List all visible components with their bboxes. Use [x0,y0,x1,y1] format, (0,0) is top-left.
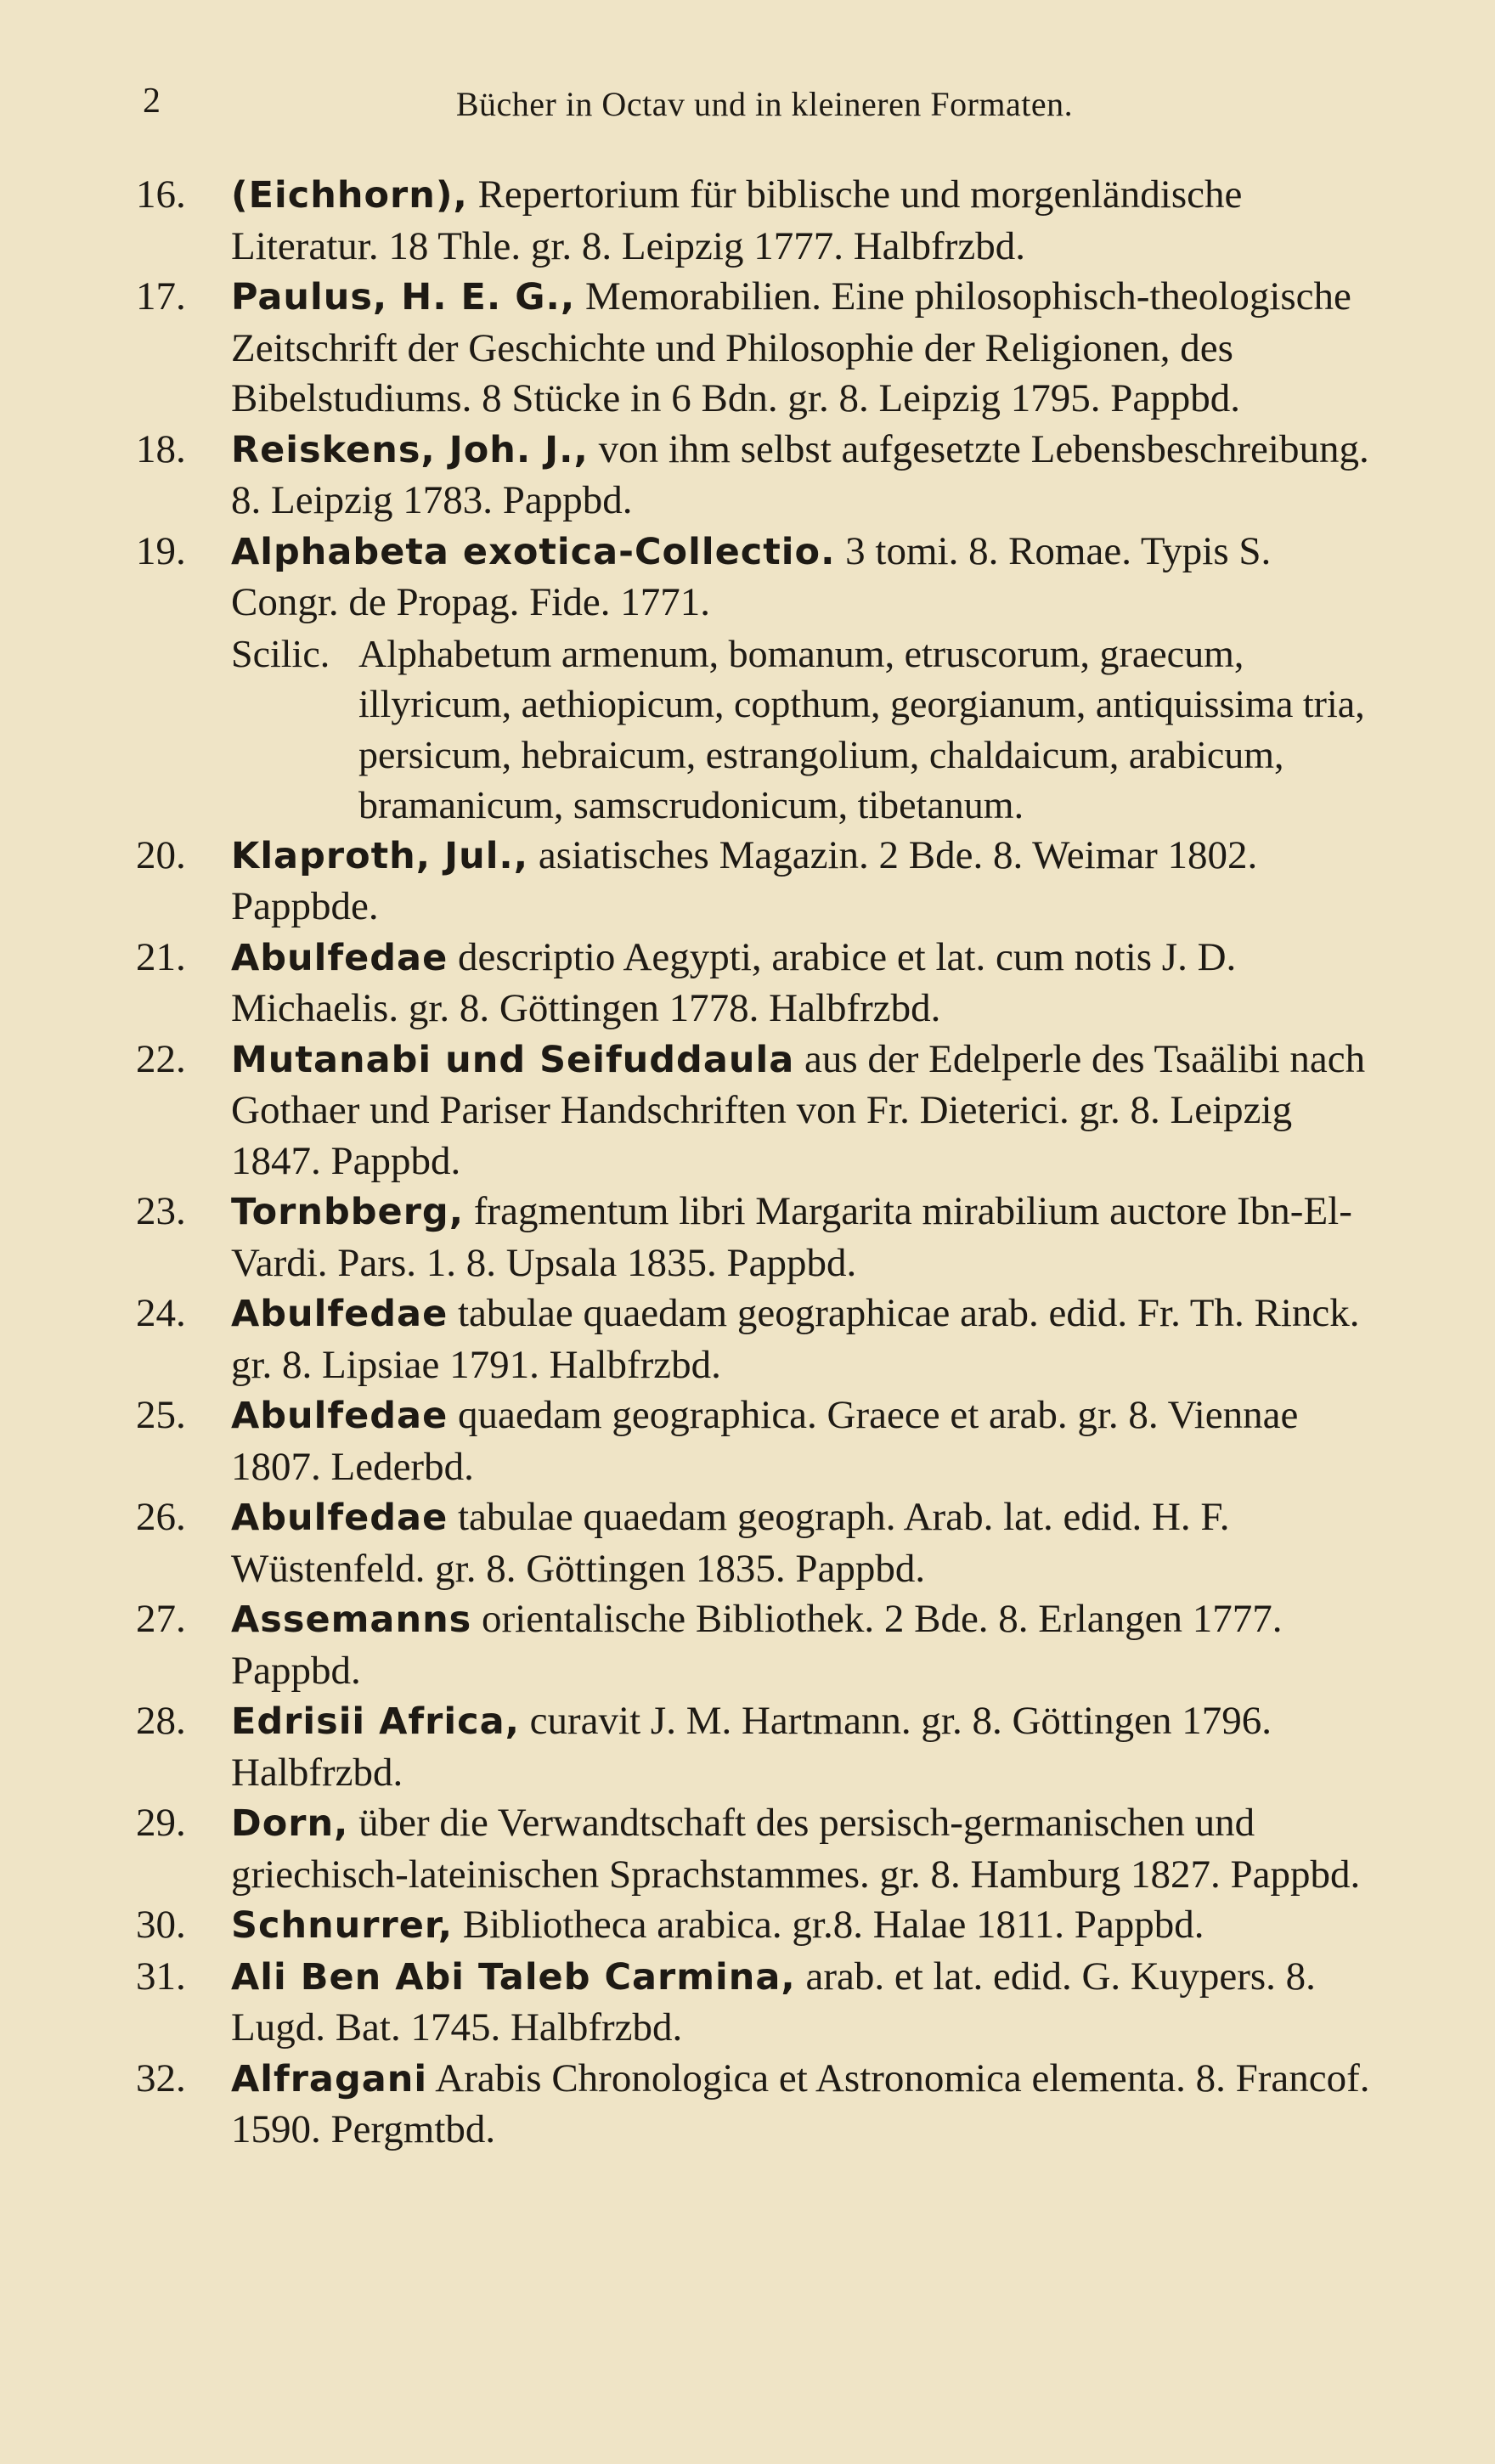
entry-text: Memorabilien. Eine philosophisch-theologische Zeitschrift der Geschichte und Philosophie der Religionen, des Bibelstudiums. 8 Stücke in 6 Bdn. gr. 8. Leipzig 1795. Pappbd. [231,274,1351,420]
catalog-entry [136,1900,1385,1952]
entry-text: arab. et lat. edid. G. Kuypers. 8. Lugd. Bat. 1745. Halbfrzbd. [231,1954,1316,2050]
scilic-label: Scilic. [231,631,330,675]
entry-text: tabulae quaedam geographicae arab. edid. Fr. Th. Rinck. gr. 8. Lipsiae 1791. Halbfrzbd. [231,1291,1360,1387]
entry-number: 26. [136,1495,186,1539]
scilic-detail [231,629,1385,831]
catalog-entry [136,1492,1385,1594]
entry-author: Reiskens, Joh. J., [231,428,589,471]
catalog-entry [136,1952,1385,2054]
catalog-entry [136,527,1385,629]
entry-text: aus der Edelperle des Tsaälibi nach Gothaer und Pariser Handschriften von Fr. Dieterici. gr. 8. Leipzig 1847. Pappbd. [231,1036,1366,1183]
catalog-entry [136,1390,1385,1492]
scilic-text: Alphabetum armenum, bomanum, etruscorum, graecum, illyricum, aethiopicum, copthum, georgianum, antiquissima tria, persicum, hebraicum, estrangolium, chaldaicum, arabicum, bramanicum, samscrudonicum, tibetanum. [358,631,1365,826]
catalog-entries [136,170,1385,2156]
entry-number: 32. [136,2055,186,2100]
page-number: 2 [143,82,161,121]
entry-author: (Eichhorn), [231,174,468,217]
entry-text: quaedam geographica. Graece et arab. gr. 8. Viennae 1807. Lederbd. [231,1393,1299,1489]
catalog-entry [136,170,1385,272]
page-header [136,81,1393,132]
catalog-entry [136,1187,1385,1288]
entry-text: curavit J. M. Hartmann. gr. 8. Göttingen 1796. Halbfrzbd. [231,1699,1272,1795]
entry-text: von ihm selbst aufgesetzte Lebensbeschreibung. 8. Leipzig 1783. Pappbd. [231,426,1369,522]
scilic-block [136,629,1385,831]
entry-text: Repertorium für biblische und morgenländische Literatur. 18 Thle. gr. 8. Leipzig 1777. Halbfrzbd. [231,172,1243,268]
entry-number: 18. [136,426,186,471]
entry-author: Alphabeta exotica-Collectio. [231,530,836,573]
catalog-entry [136,1288,1385,1390]
catalog-entry [136,1594,1385,1696]
entry-author: Abulfedae [231,936,448,979]
entry-number: 19. [136,528,186,573]
entry-number: 31. [136,1954,186,1999]
entry-text: 3 tomi. 8. Romae. Typis S. Congr. de Propag. Fide. 1771. [231,528,1272,624]
catalog-entry [136,831,1385,933]
entry-text: über die Verwandtschaft des persisch-germanischen und griechisch-lateinischen Sprachstammes. gr. 8. Hamburg 1827. Pappbd. [231,1801,1361,1897]
entry-number: 16. [136,172,186,217]
entry-number: 25. [136,1393,186,1437]
entry-number: 24. [136,1291,186,1335]
entry-number: 23. [136,1189,186,1233]
catalog-entry [136,425,1385,527]
entry-number: 27. [136,1597,186,1641]
entry-number: 28. [136,1699,186,1743]
entry-author: Ali Ben Abi Taleb Carmina, [231,1955,796,1999]
entry-number: 21. [136,934,186,979]
entry-text: asiatisches Magazin. 2 Bde. 8. Weimar 1802. Pappbde. [231,832,1258,928]
entry-text: Bibliotheca arabica. gr.8. Halae 1811. Pappbd. [453,1903,1204,1947]
entry-text: tabulae quaedam geograph. Arab. lat. edid. H. F. Wüstenfeld. gr. 8. Göttingen 1835. Pappbd. [231,1495,1230,1591]
entry-text: orientalische Bibliothek. 2 Bde. 8. Erlangen 1777. Pappbd. [231,1597,1283,1693]
catalog-entry [136,1798,1385,1900]
entry-author: Schnurrer, [231,1904,454,1947]
entry-author: Alfragani [231,2057,428,2100]
entry-author: Abulfedae [231,1395,448,1437]
entry-author: Mutanabi und Seifuddaula [231,1038,795,1081]
catalog-entry [136,272,1385,425]
running-title: Bücher in Octav und in kleineren Formaten. [455,85,1074,123]
entry-number: 17. [136,274,186,319]
entry-text: Arabis Chronologica et Astronomica elementa. 8. Francof. 1590. Pergmtbd. [231,2055,1370,2151]
entry-number: 30. [136,1903,186,1947]
catalog-entry [136,1696,1385,1798]
entry-author: Klaproth, Jul., [231,834,529,877]
catalog-entry [136,2054,1385,2156]
entry-author: Assemanns [231,1598,472,1641]
catalog-entry [136,933,1385,1035]
entry-author: Tornbberg, [231,1191,465,1233]
entry-author: Abulfedae [231,1497,448,1539]
entry-author: Abulfedae [231,1293,448,1335]
entry-number: 29. [136,1801,186,1845]
entry-text: fragmentum libri Margarita mirabilium auctore Ibn-El-Vardi. Pars. 1. 8. Upsala 1835. Pappbd. [231,1189,1352,1285]
entry-author: Dorn, [231,1802,349,1845]
catalog-entry [136,1035,1385,1187]
entry-author: Edrisii Africa, [231,1700,520,1743]
entry-text: descriptio Aegypti, arabice et lat. cum notis J. D. Michaelis. gr. 8. Göttingen 1778. Halbfrzbd. [231,934,1237,1030]
entry-number: 22. [136,1036,186,1081]
entry-author: Paulus, H. E. G., [231,276,576,319]
entry-number: 20. [136,832,186,877]
